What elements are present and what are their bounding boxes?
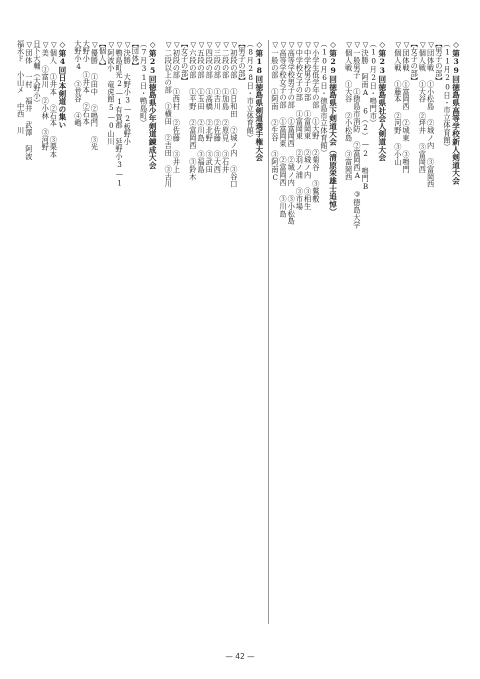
text-column: ▽中学校男子の部 ①富岡東 ②城ノ内 ③相生: [303, 40, 313, 210]
section-title: ◇第39回徳島県高等学校新人剣道大会: [451, 40, 461, 185]
text-column: 大野小 ①井本 ②石本: [82, 40, 92, 125]
text-column: 【女子の部】: [410, 40, 420, 85]
text-column: 【男子の部】: [434, 40, 444, 85]
text-column: （8月28日・市立体育館）: [246, 40, 256, 142]
text-column: ▽六段の部 ①平野 ②富岡西 ③鈴木: [188, 40, 198, 181]
text-column: ▽二段以上の部 ①横田 ②吉田 ③古川: [164, 40, 174, 188]
text-column: ▽高等学校女子の部 ①富岡東 ②富岡西 ③川島: [279, 40, 288, 218]
text-column: ▽決勝 大野小3—2板野小: [123, 40, 133, 146]
text-column: 【団体】: [131, 40, 141, 70]
text-column: （10月6日・徳島市立体育館）: [320, 40, 329, 157]
section-title: ◇第25回徳島県少年剣道錬成大会: [148, 40, 158, 169]
column-divider: [268, 40, 269, 624]
text-column: ▽二段の部 ①加島 ②原見 ③石井: [221, 40, 231, 173]
text-column: ▽阿波小 竜虎館5—0山川: [106, 40, 116, 146]
text-column: ▽美 ①富川 ②小林 ③河野: [41, 40, 51, 151]
text-column: ▽初段の部 ①西村 ②佐藤 ③井上: [172, 40, 182, 173]
text-column: ▽個人 ①井本 ②石本 ③栗本: [49, 40, 59, 159]
text-column: 福永ド 小山メ 中西 川: [16, 40, 26, 135]
text-column: ▽五段の部 ①玉田 ②川島 ③福島: [197, 40, 206, 173]
text-column: ▽個人戦 ①大谷 ②小松島 ③富岡西: [344, 40, 354, 181]
section-title: ◇第4回日本剣道の集い: [57, 40, 67, 129]
text-column: ▽団体戦 ①小松島 ②城ノ内 ③富岡西: [426, 40, 436, 188]
text-column: （7月31日・鴨島町）: [139, 40, 149, 127]
text-column: ▽団体 一村 福井 武澤 阿波: [24, 40, 34, 160]
text-column: ▽初段の部 ①日和田 ②城ノ内 ③谷口: [229, 40, 239, 188]
text-column: ▽三段の部 ①吉川 ②佐藤 ③大西: [213, 40, 223, 173]
text-column: 【女子の部】: [180, 40, 190, 85]
section-title: ◇第23回徳島県社会人剣道大会: [377, 40, 387, 162]
text-column: ▽小学生低学年の部 ①大野 ②菊谷 ③鷲敷: [311, 40, 321, 203]
text-column: ▽個人戦 ①藤本 ②河野 ③小山: [393, 40, 403, 166]
section-title: ◇第29回徳島県下剣道大会（清原栄雄士追悼）: [328, 40, 338, 216]
text-column: ▽一般男子 ①徳島市消防 ②富岡西A ③徳島大学: [352, 40, 362, 229]
page-number: — 42 —: [225, 652, 255, 661]
text-column: ▽一般の部 ①阿南 ②生谷 ③阿南C: [270, 40, 280, 183]
text-column: ▽四段の部 ①高橋 ②北野 ③武田: [205, 40, 215, 173]
text-column: ▽高等学校男子の部 ①富岡西 ②城ノ内 ③小松島: [287, 40, 297, 225]
text-column: 大野小4 ③荒谷 ④嶋: [74, 40, 83, 127]
text-column: （11月20日・市立体育館）: [443, 40, 452, 151]
section-title: ◇第18回徳島県剣道選手権大会: [254, 40, 264, 162]
text-column: 【男子の部】: [238, 40, 247, 85]
text-column: ▽鴨島町光2—1有賀郡 延野小3—1: [115, 40, 124, 188]
text-column: ▽団体戦 ①富岡西 ②城東 ③鳴門: [402, 40, 411, 173]
text-column: ▽個人戦 ①大谷 ②坪井 ③富岡西: [418, 40, 428, 173]
text-column: ▽決勝 阿南A 6（2）—2 鳴門B: [361, 40, 370, 192]
text-column: ▽優勝 ①田中 ②鳴門 ③光: [90, 40, 100, 151]
text-column: 【個人】: [98, 40, 108, 70]
text-column: ▽中学校女子の部 ①富岡東 ②羽ノ浦 ③市場: [295, 40, 305, 210]
text-column: （10月2日・鳴門市）: [369, 40, 379, 127]
text-column: 日下大輔（大野小）: [33, 40, 42, 107]
